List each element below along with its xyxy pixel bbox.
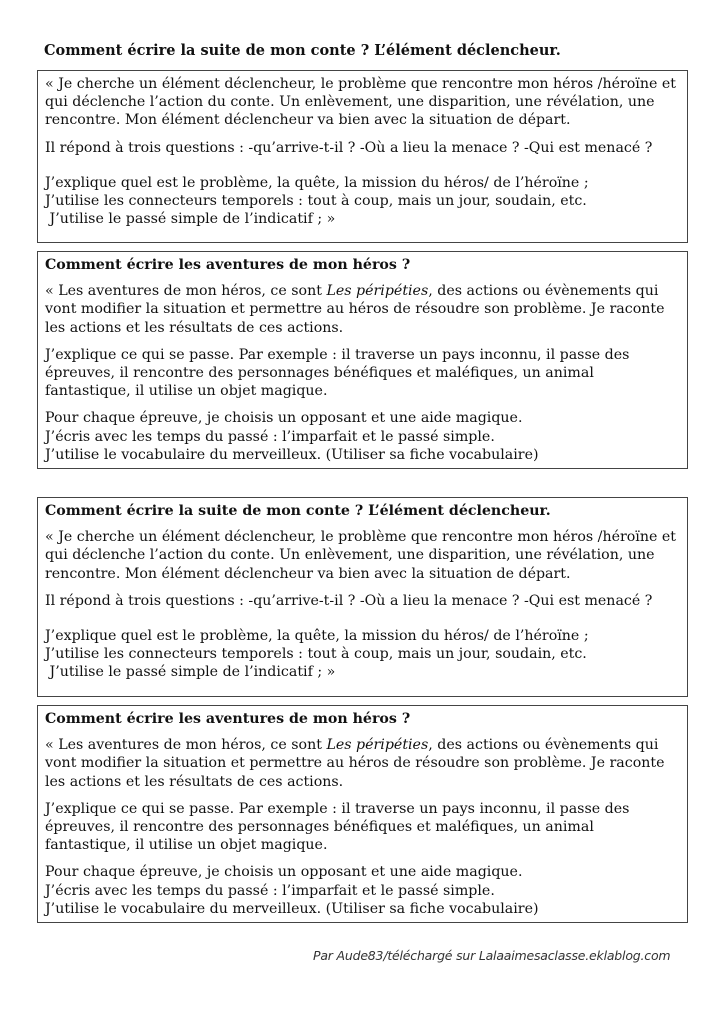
section1-para2-bottom: Il répond à trois questions : -qu’arrive-t-il ? -Où a lieu la menace ? -Qui est menacé ? (45, 592, 653, 609)
section1-box-bottom (37, 497, 688, 697)
section1-line3-bottom: J’utilise le passé simple de l’indicatif ; » (45, 664, 336, 681)
section1-title-top: Comment écrire la suite de mon conte ? L’élément déclencheur. (44, 42, 561, 59)
section2-para1-end-bottom: , des actions ou évènements qui vont modifier la situation et permettre au héros de résoudre son problème. Je raconte les actions et les résultats de ces actions. (45, 737, 665, 790)
section1-title-bottom: Comment écrire la suite de mon conte ? L’élément déclencheur. (45, 503, 551, 519)
section2-line2-top: J’écris avec les temps du passé : l’imparfait et le passé simple. (45, 428, 495, 445)
section1-para1: « Je cherche un élément déclencheur, le problème que rencontre mon héros /héroïne et qui déclenche l’action du conte. Un enlèvement, une disparition, une révélation, une rencontre. Mon élément déclencheur va bien avec la situation de départ. (45, 76, 676, 129)
section2-para1-end: , des actions ou évènements qui vont modifier la situation et permettre au héros de résoudre son problème. Je raconte les actions et les résultats de ces actions. (45, 283, 665, 336)
section2-box-bottom (37, 705, 688, 923)
section2-para1-top (45, 282, 680, 337)
section1-box-top (37, 70, 688, 243)
section1-line1-bottom: J’explique quel est le problème, la quête, la mission du héros/ de l’héroïne ; (45, 628, 589, 645)
section2-para2-bottom: J’explique ce qui se passe. Par exemple : il traverse un pays inconnu, il passe des épreuves, il rencontre des personnages bénéfiques et maléfiques, un animal fantastique, il utilise un objet magique. (45, 800, 630, 854)
section2-line1-bottom: Pour chaque épreuve, je choisis un opposant et une aide magique. (45, 864, 523, 881)
section2-para1-italic: Les péripéties (326, 283, 429, 300)
section2-line3-top: J’utilise le vocabulaire du merveilleux. (Utiliser sa fiche vocabulaire) (45, 446, 539, 463)
section2-para1-italic-bottom: Les péripéties (326, 737, 429, 754)
section2-para1-start-bottom: « Les aventures de mon héros, ce sont (45, 737, 327, 754)
section2-para2-top: J’explique ce qui se passe. Par exemple : il traverse un pays inconnu, il passe des épreuves, il rencontre des personnages bénéfiques et maléfiques, un animal fantastique, il utilise un objet magique. (45, 346, 630, 400)
section1-line1: J’explique quel est le problème, la quête, la mission du héros/ de l’héroïne ; (45, 174, 589, 191)
section2-box-top (37, 251, 688, 469)
section2-line3-bottom: J’utilise le vocabulaire du merveilleux. (Utiliser sa fiche vocabulaire) (45, 900, 539, 917)
section2-line1-top: Pour chaque épreuve, je choisis un opposant et une aide magique. (45, 410, 523, 427)
section2-line2-bottom: J’écris avec les temps du passé : l’imparfait et le passé simple. (45, 882, 495, 899)
section1-para1-bottom: « Je cherche un élément déclencheur, le problème que rencontre mon héros /héroïne et qui déclenche l’action du conte. Un enlèvement, une disparition, une révélation, une rencontre. Mon élément déclencheur va bien avec la situation de départ. (45, 529, 676, 582)
section2-para1-start: « Les aventures de mon héros, ce sont (45, 283, 327, 300)
section1-line2-bottom: J’utilise les connecteurs temporels : tout à coup, mais un jour, soudain, etc. (45, 646, 587, 663)
section2-title-bottom: Comment écrire les aventures de mon héros ? (45, 711, 411, 727)
section1-line3: J’utilise le passé simple de l’indicatif ; » (45, 211, 336, 228)
footer-credit: Par Aude83/téléchargé sur Lalaaimesaclasse.eklablog.com (313, 948, 671, 963)
section2-title-top: Comment écrire les aventures de mon héros ? (45, 257, 411, 273)
section1-line2: J’utilise les connecteurs temporels : tout à coup, mais un jour, soudain, etc. (45, 193, 587, 210)
section2-para1-bottom (45, 736, 680, 791)
section1-para2: Il répond à trois questions : -qu’arrive-t-il ? -Où a lieu la menace ? -Qui est menacé ? (45, 139, 653, 156)
